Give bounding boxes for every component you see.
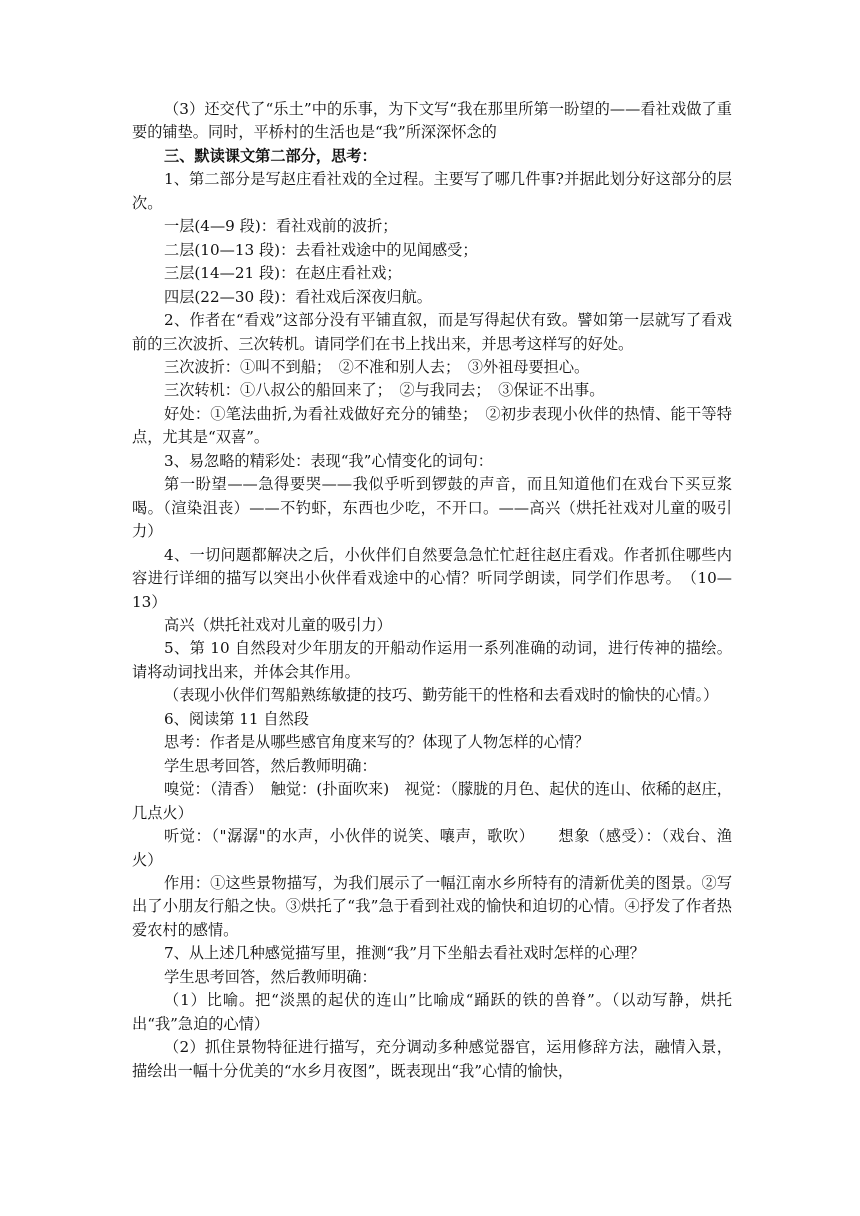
paragraph: （3）还交代了“乐土”中的乐事，为下文写“我在那里所第一盼望的——看社戏做了重要的铺垫。同时，平桥村的生活也是“我”所深深怀念的: [132, 100, 732, 142]
paragraph: 三次转机：①八叔公的船回来了； ②与我同去； ③保证不出事。: [164, 381, 605, 400]
paragraph: 作用：①这些景物描写，为我们展示了一幅江南水乡所特有的清新优美的图景。②写出了小朋友行船之快。③烘托了“我”急于看到社戏的愉快和迫切的心情。④抒发了作者热爱农村的感情。: [132, 873, 732, 939]
paragraph: 学生思考回答，然后教师明确：: [164, 756, 377, 775]
paragraph: 好处：①笔法曲折,为看社戏做好充分的铺垫； ②初步表现小伙伴的热情、能干等特点，尤其是“双喜”。: [132, 404, 732, 447]
paragraph: 四层(22—30 段)：看社戏后深夜归航。: [164, 287, 432, 306]
paragraph: （2）抓住景物特征进行描写，充分调动多种感觉器官，运用修辞方法，融情入景，描绘出一幅十分优美的“水乡月夜图”，既表现出“我”心情的愉快，: [132, 1038, 732, 1080]
paragraph: 嗅觉：（清香） 触觉：(扑面吹来) 视觉：（朦胧的月色、起伏的连山、依稀的赵庄，几点火）: [132, 780, 732, 822]
paragraph: 听觉：（"潺潺"的水声，小伙伴的说笑、嚷声，歌吹） 想象（感受）：（戏台、渔火）: [132, 827, 732, 869]
paragraph: 三层(14—21 段)：在赵庄看社戏；: [164, 264, 402, 283]
paragraph: （表现小伙伴们驾船熟练敏捷的技巧、勤劳能干的性格和去看戏时的愉快的心情。）: [164, 686, 719, 705]
paragraph: 7、从上述几种感觉描写里，推测“我”月下坐船去看社戏时怎样的心理？: [164, 944, 645, 963]
paragraph: 2、作者在“看戏”这部分没有平铺直叙，而是写得起伏有致。譬如第一层就写了看戏前的三次波折、三次转机。请同学们在书上找出来，并思考这样写的好处。: [132, 311, 732, 353]
paragraph: （1）比喻。把“淡黑的起伏的连山”比喻成“踊跃的铁的兽脊”。（以动写静，烘托出“我”急迫的心情）: [132, 991, 732, 1033]
paragraph: 1、第二部分是写赵庄看社戏的全过程。主要写了哪几件事?并据此划分好这部分的层次。: [132, 170, 732, 212]
paragraph: 3、易忽略的精彩处：表现“我”心情变化的词句：: [164, 451, 493, 470]
paragraph: 三次波折：①叫不到船； ②不准和别人去； ③外祖母要担心。: [164, 357, 590, 376]
paragraph: 思考：作者是从哪些感官角度来写的？体现了人物怎样的心情？: [164, 733, 590, 752]
paragraph: 第一盼望——急得要哭——我似乎听到锣鼓的声音，而且知道他们在戏台下买豆浆喝。（渲染沮丧）——不钓虾，东西也少吃，不开口。——高兴（烘托社戏对儿童的吸引力）: [132, 475, 732, 541]
paragraph: 4、一切问题都解决之后，小伙伴们自然要急急忙忙赶往赵庄看戏。作者抓住哪些内容进行详细的描写以突出小伙伴看戏途中的心情？听同学朗读，同学们作思考。 （10—13）: [132, 545, 732, 611]
paragraph: 6、阅读第 11 自然段: [164, 709, 309, 728]
paragraph: 一层(4—9 段)：看社戏前的波折；: [164, 217, 398, 236]
paragraph: 二层(10—13 段)：去看社戏途中的见闻感受；: [164, 240, 478, 259]
paragraph: 高兴（烘托社戏对儿童的吸引力）: [164, 615, 392, 634]
document-body: [132, 98, 732, 1083]
section-heading: 三、默读课文第二部分，思考：: [164, 146, 377, 165]
paragraph: 5、第 10 自然段对少年朋友的开船动作运用一系列准确的动词，进行传神的描绘。请将动词找出来，并体会其作用。: [132, 639, 732, 681]
paragraph: 学生思考回答，然后教师明确：: [164, 967, 377, 986]
